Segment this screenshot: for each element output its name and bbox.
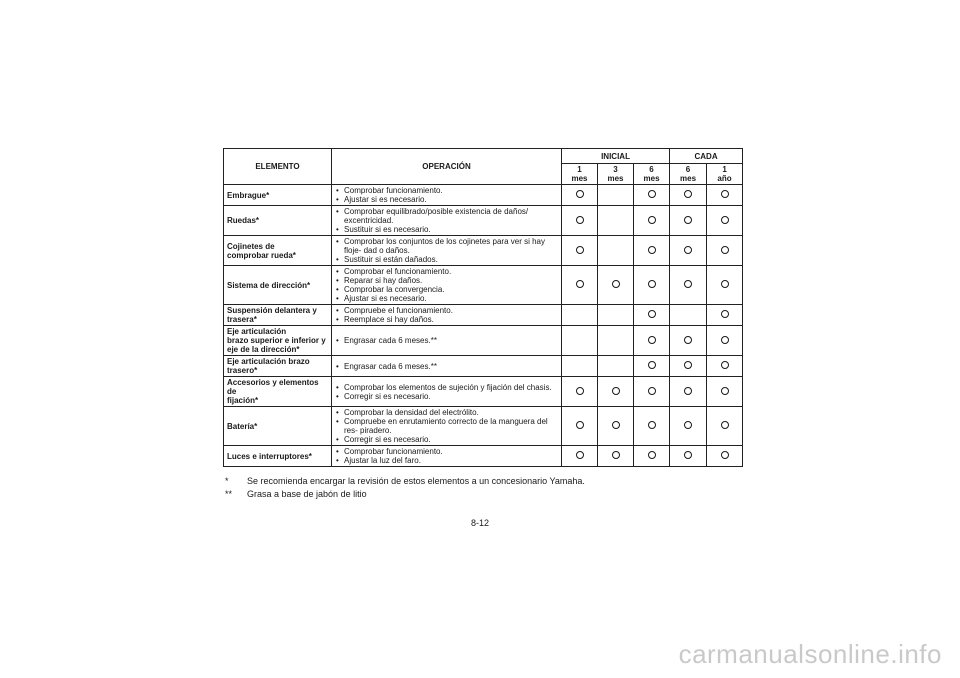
interval-cell: [634, 206, 670, 236]
interval-cell: [707, 236, 743, 266]
check-circle-icon: [648, 361, 656, 369]
element-cell: [224, 407, 332, 446]
interval-cell: [562, 446, 598, 467]
operation-item: • Comprobar funcionamiento.: [335, 186, 558, 195]
interval-cell: [707, 266, 743, 305]
interval-header-cell: [598, 164, 634, 185]
operation-list: [335, 267, 558, 303]
interval-cell: [634, 236, 670, 266]
operation-list: [335, 447, 558, 465]
check-circle-icon: [576, 216, 584, 224]
interval-header-cell: [670, 164, 707, 185]
operation-item: • Compruebe en enrutamiento correcto de la manguera del res- piradero.: [335, 417, 558, 435]
interval-cell: [670, 407, 707, 446]
element-name-line: Sistema de dirección*: [227, 280, 311, 290]
check-circle-icon: [576, 280, 584, 288]
operation-item: • Comprobar la densidad del electrólito.: [335, 408, 558, 417]
operation-item: • Sustituir si están dañados.: [335, 255, 558, 264]
check-circle-icon: [684, 190, 692, 198]
interval-unit: mes: [607, 174, 624, 183]
interval-header-cell: [634, 164, 670, 185]
operation-item: • Corregir si es necesario.: [335, 435, 558, 444]
watermark: carmanualsonline.info: [678, 639, 942, 669]
element-name-line: trasera*: [227, 315, 257, 324]
interval-cell: [707, 206, 743, 236]
interval-cell: [707, 377, 743, 407]
operation-cell: [332, 356, 562, 377]
check-circle-icon: [721, 310, 729, 318]
interval-cell: [598, 326, 634, 356]
interval-cell: [562, 326, 598, 356]
check-circle-icon: [648, 246, 656, 254]
footnote: [225, 475, 585, 488]
table-row: [224, 236, 743, 266]
check-circle-icon: [684, 421, 692, 429]
check-circle-icon: [684, 387, 692, 395]
interval-value: 6: [685, 165, 691, 174]
element-name-line: Batería*: [227, 421, 258, 431]
operation-list: [335, 237, 558, 264]
interval-unit: mes: [680, 174, 697, 183]
element-name-line: Accesorios y elementos de: [227, 378, 319, 396]
operation-item: • Engrasar cada 6 meses.**: [335, 362, 558, 371]
element-cell: [224, 446, 332, 467]
interval-cell: [598, 407, 634, 446]
element-cell: [224, 266, 332, 305]
check-circle-icon: [612, 387, 620, 395]
interval-cell: [670, 326, 707, 356]
interval-cell: [562, 266, 598, 305]
element-name-line: Cojinetes de: [227, 241, 275, 251]
element-name-line: brazo superior e inferior y: [227, 336, 326, 345]
table-row: [224, 266, 743, 305]
check-circle-icon: [721, 336, 729, 344]
interval-cell: [670, 356, 707, 377]
operation-list: [335, 186, 558, 204]
interval-cell: [598, 266, 634, 305]
interval-unit: año: [717, 174, 732, 183]
interval-cell: [634, 377, 670, 407]
table-row: [224, 356, 743, 377]
element-name-line: Eje articulación brazo: [227, 357, 310, 366]
page-number: 8-12: [471, 518, 490, 528]
operation-cell: [332, 206, 562, 236]
check-circle-icon: [576, 190, 584, 198]
operation-cell: [332, 236, 562, 266]
operation-item: • Ajustar si es necesario.: [335, 195, 558, 204]
header-operacion: OPERACIÓN: [332, 149, 562, 185]
check-circle-icon: [721, 246, 729, 254]
element-cell: [224, 206, 332, 236]
element-cell: [224, 356, 332, 377]
check-circle-icon: [612, 280, 620, 288]
check-circle-icon: [721, 190, 729, 198]
check-circle-icon: [648, 336, 656, 344]
operation-item: • Comprobar los conjuntos de los cojinetes para ver si hay floje- dad o daños.: [335, 237, 558, 255]
interval-cell: [634, 305, 670, 326]
interval-cell: [562, 305, 598, 326]
element-cell: [224, 236, 332, 266]
operation-cell: [332, 326, 562, 356]
table-row: [224, 206, 743, 236]
element-name-line: eje de la dirección*: [227, 345, 300, 354]
interval-cell: [562, 206, 598, 236]
operation-list: [335, 306, 558, 324]
operation-cell: [332, 266, 562, 305]
interval-cell: [634, 266, 670, 305]
interval-cell: [634, 446, 670, 467]
check-circle-icon: [721, 280, 729, 288]
interval-cell: [707, 356, 743, 377]
check-circle-icon: [648, 387, 656, 395]
operation-cell: [332, 377, 562, 407]
element-name-line: Luces e interruptores*: [227, 451, 312, 461]
element-name-line: comprobar rueda*: [227, 250, 296, 260]
operation-item: • Reparar si hay daños.: [335, 276, 558, 285]
interval-cell: [598, 206, 634, 236]
element-name-line: Embrague*: [227, 190, 270, 200]
operation-list: [335, 362, 558, 371]
interval-header-cell: [562, 164, 598, 185]
interval-cell: [598, 377, 634, 407]
check-circle-icon: [648, 310, 656, 318]
maintenance-table: [223, 148, 743, 467]
interval-cell: [670, 185, 707, 206]
interval-cell: [634, 356, 670, 377]
interval-cell: [562, 356, 598, 377]
check-circle-icon: [684, 246, 692, 254]
interval-cell: [707, 407, 743, 446]
check-circle-icon: [612, 421, 620, 429]
element-name-line: Ruedas*: [227, 216, 260, 225]
header-elemento: ELEMENTO: [224, 149, 332, 185]
footnote-text: Grasa a base de jabón de litio: [247, 489, 367, 499]
operation-item: • Comprobar la convergencia.: [335, 285, 558, 294]
operation-item: • Ajustar la luz del faro.: [335, 456, 558, 465]
table-row: [224, 185, 743, 206]
interval-cell: [562, 377, 598, 407]
element-name-line: Suspensión delantera y: [227, 306, 317, 315]
interval-cell: [670, 377, 707, 407]
footnote-symbol: **: [225, 489, 233, 499]
operation-list: [335, 336, 558, 345]
interval-cell: [670, 236, 707, 266]
interval-value: 1: [577, 165, 582, 174]
check-circle-icon: [576, 387, 584, 395]
check-circle-icon: [648, 421, 656, 429]
footnote: [225, 488, 585, 501]
interval-cell: [598, 236, 634, 266]
element-cell: [224, 377, 332, 407]
operation-item: • Compruebe el funcionamiento.: [335, 306, 558, 315]
interval-value: 1: [722, 165, 727, 174]
footnote-text: Se recomienda encargar la revisión de estos elementos a un concesionario Yamaha.: [247, 476, 585, 486]
interval-header-cell: [707, 164, 743, 185]
check-circle-icon: [648, 190, 656, 198]
interval-cell: [562, 185, 598, 206]
interval-cell: [707, 305, 743, 326]
operation-item: • Reemplace si hay daños.: [335, 315, 558, 324]
check-circle-icon: [576, 246, 584, 254]
interval-cell: [670, 266, 707, 305]
interval-cell: [562, 236, 598, 266]
interval-cell: [634, 185, 670, 206]
interval-cell: [598, 446, 634, 467]
operation-cell: [332, 407, 562, 446]
header-cada: CADA: [670, 149, 743, 164]
operation-item: • Corregir si es necesario.: [335, 392, 558, 401]
check-circle-icon: [684, 336, 692, 344]
interval-cell: [670, 446, 707, 467]
check-circle-icon: [684, 361, 692, 369]
check-circle-icon: [612, 451, 620, 459]
interval-cell: [670, 206, 707, 236]
check-circle-icon: [648, 280, 656, 288]
operation-item: • Sustituir si es necesario.: [335, 225, 558, 234]
interval-cell: [598, 356, 634, 377]
check-circle-icon: [721, 421, 729, 429]
operation-list: [335, 207, 558, 234]
element-name-line: Eje articulación: [227, 327, 287, 336]
check-circle-icon: [576, 421, 584, 429]
interval-cell: [707, 326, 743, 356]
interval-cell: [562, 407, 598, 446]
operation-item: • Comprobar el funcionamiento.: [335, 267, 558, 276]
operation-cell: [332, 185, 562, 206]
element-name-line: fijación*: [227, 396, 259, 405]
interval-cell: [598, 185, 634, 206]
element-name-line: trasero*: [227, 366, 258, 375]
interval-unit: mes: [643, 174, 660, 183]
operation-cell: [332, 305, 562, 326]
interval-unit: mes: [571, 174, 588, 183]
interval-value: 6: [649, 165, 654, 174]
check-circle-icon: [648, 216, 656, 224]
table-row: [224, 377, 743, 407]
table-row: [224, 305, 743, 326]
check-circle-icon: [576, 451, 584, 459]
footnote-symbol: *: [225, 476, 229, 486]
operation-cell: [332, 446, 562, 467]
operation-list: [335, 408, 558, 444]
operation-item: • Ajustar si es necesario.: [335, 294, 558, 303]
element-cell: [224, 326, 332, 356]
check-circle-icon: [721, 216, 729, 224]
interval-cell: [634, 407, 670, 446]
operation-item: • Comprobar los elementos de sujeción y fijación del chasis.: [335, 383, 558, 392]
footnotes: [225, 475, 585, 501]
interval-cell: [634, 326, 670, 356]
table-row: [224, 326, 743, 356]
check-circle-icon: [684, 216, 692, 224]
interval-cell: [707, 185, 743, 206]
table-row: [224, 407, 743, 446]
check-circle-icon: [721, 451, 729, 459]
interval-cell: [598, 305, 634, 326]
operation-list: [335, 383, 558, 401]
element-cell: [224, 305, 332, 326]
element-cell: [224, 185, 332, 206]
operation-item: • Comprobar funcionamiento.: [335, 447, 558, 456]
check-circle-icon: [684, 280, 692, 288]
operation-item: • Comprobar equilibrado/posible existencia de daños/ excentricidad.: [335, 207, 558, 225]
check-circle-icon: [721, 361, 729, 369]
operation-item: • Engrasar cada 6 meses.**: [335, 336, 558, 345]
interval-value: 3: [613, 165, 618, 174]
interval-cell: [670, 305, 707, 326]
check-circle-icon: [648, 451, 656, 459]
check-circle-icon: [684, 451, 692, 459]
table-row: [224, 446, 743, 467]
check-circle-icon: [721, 387, 729, 395]
maintenance-rows: [224, 185, 743, 467]
header-inicial: INICIAL: [562, 149, 670, 164]
interval-cell: [707, 446, 743, 467]
